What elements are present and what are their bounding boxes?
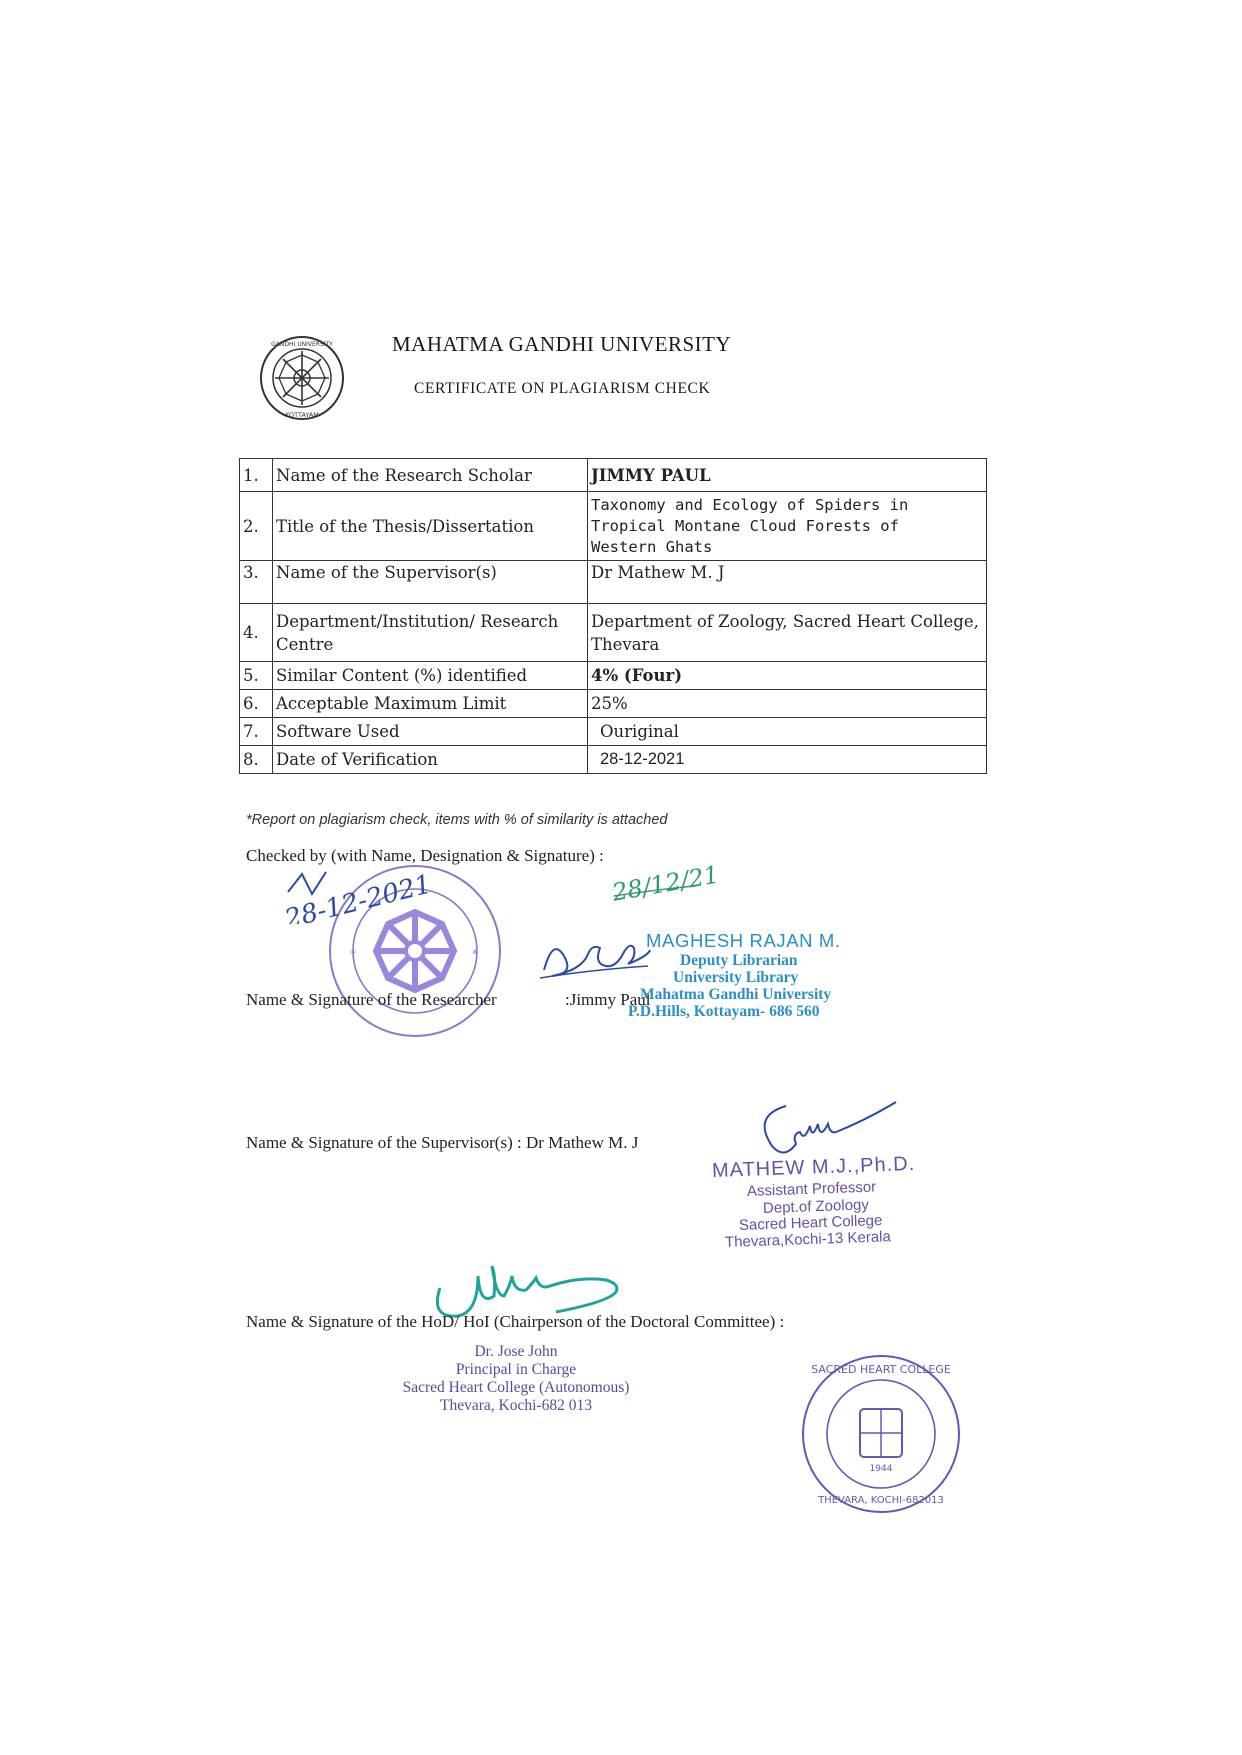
principal-designation: Principal in Charge: [455, 1361, 577, 1378]
row-label: Department/Institution/ Research Centre: [273, 604, 588, 662]
row-number: 4.: [240, 604, 273, 662]
librarian-department: University Library: [673, 969, 799, 986]
svg-text:*: *: [350, 947, 356, 961]
row-label: Title of the Thesis/Dissertation: [273, 492, 588, 561]
row-number: 6.: [240, 690, 273, 718]
row-label: Similar Content (%) identified: [273, 662, 588, 690]
row-number: 2.: [240, 492, 273, 561]
report-footnote: *Report on plagiarism check, items with % of similarity is attached: [246, 812, 668, 828]
librarian-address: P.D.Hills, Kottayam- 686 560: [628, 1003, 820, 1020]
row-value: Department of Zoology, Sacred Heart College, Thevara: [588, 604, 987, 662]
row-number: 8.: [240, 746, 273, 774]
table-row: [240, 561, 987, 604]
researcher-name: :Jimmy Paul: [565, 990, 651, 1009]
details-table: [239, 458, 987, 774]
row-value: Ouriginal: [588, 718, 987, 746]
supervisor-label: Name & Signature of the Supervisor(s) : Dr Mathew M. J: [246, 1133, 639, 1152]
principal-address: Thevara, Kochi-682 013: [440, 1397, 592, 1414]
row-number: 5.: [240, 662, 273, 690]
row-value: 28-12-2021: [588, 746, 987, 774]
row-label: Software Used: [273, 718, 588, 746]
table-row: [240, 718, 987, 746]
handwritten-date-blue: [278, 862, 438, 924]
svg-text:THEVARA, KOCHI-682013: THEVARA, KOCHI-682013: [818, 1495, 944, 1506]
hod-label: Name & Signature of the HoD/ HoI (Chairperson of the Doctoral Committee) :: [246, 1312, 785, 1331]
row-label: Acceptable Maximum Limit: [273, 690, 588, 718]
supervisor-stamp-designation: Assistant Professor: [746, 1178, 877, 1200]
certificate-title: CERTIFICATE ON PLAGIARISM CHECK: [414, 380, 711, 397]
librarian-signature: [538, 928, 653, 988]
librarian-institution: Mahatma Gandhi University: [640, 986, 832, 1003]
university-title: MAHATMA GANDHI UNIVERSITY: [392, 332, 732, 356]
supervisor-stamp-college: Sacred Heart College: [738, 1211, 883, 1234]
table-row: [240, 690, 987, 718]
row-label: Name of the Research Scholar: [273, 459, 588, 492]
principal-college: Sacred Heart College (Autonomous): [402, 1379, 630, 1396]
row-value: 4% (Four): [588, 662, 987, 690]
table-row: [240, 459, 987, 492]
college-seal-year: 1944: [869, 1464, 893, 1474]
row-value: Taxonomy and Ecology of Spiders in Tropical Montane Cloud Forests of Western Ghats: [588, 492, 987, 561]
handwritten-date-text: 28-12-2021: [281, 869, 435, 924]
row-label: Date of Verification: [273, 746, 588, 774]
row-value: 25%: [588, 690, 987, 718]
row-value: JIMMY PAUL: [588, 459, 987, 492]
row-label: Name of the Supervisor(s): [273, 561, 588, 604]
table-row: [240, 746, 987, 774]
row-number: 7.: [240, 718, 273, 746]
row-number: 3.: [240, 561, 273, 604]
college-seal: [800, 1353, 962, 1515]
table-row: [240, 604, 987, 662]
checked-by-label: Checked by (with Name, Designation & Signature) :: [246, 846, 604, 865]
row-number: 1.: [240, 459, 273, 492]
svg-text:*: *: [472, 947, 478, 961]
supervisor-stamp-department: Dept.of Zoology: [762, 1196, 870, 1217]
supervisor-stamp-name: MATHEW M.J.,Ph.D.: [711, 1152, 916, 1182]
researcher-label: Name & Signature of the Researcher: [246, 990, 497, 1009]
table-row: [240, 492, 987, 561]
table-row: [240, 662, 987, 690]
university-logo: [258, 334, 346, 422]
handwritten-date-green: [606, 838, 776, 908]
row-value: Dr Mathew M. J: [588, 561, 987, 604]
librarian-designation: Deputy Librarian: [680, 952, 798, 969]
supervisor-stamp-address: Thevara,Kochi-13 Kerala: [724, 1228, 892, 1251]
principal-name: Dr. Jose John: [474, 1343, 558, 1360]
handwritten-date-text: 28/12/21: [610, 860, 722, 907]
svg-text:GANDHI UNIVERSITY: GANDHI UNIVERSITY: [271, 341, 333, 348]
svg-text:SACRED HEART COLLEGE: SACRED HEART COLLEGE: [811, 1363, 951, 1376]
librarian-name: MAGHESH RAJAN M.: [646, 930, 841, 951]
svg-text:KOTTAYAM: KOTTAYAM: [285, 411, 319, 419]
